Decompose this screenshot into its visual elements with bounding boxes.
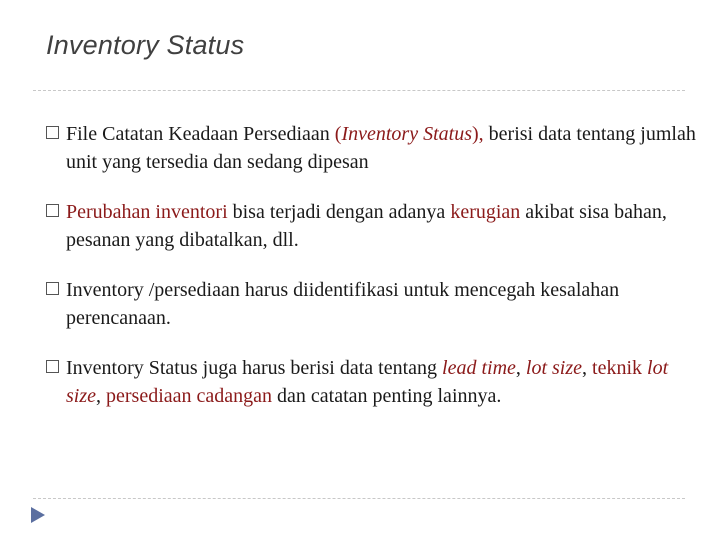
- bullet-box-icon: [46, 126, 59, 139]
- next-slide-arrow-icon[interactable]: [30, 506, 46, 524]
- bullet-item: Inventory /persediaan harus diidentifikasi untuk mencegah kesalahan perencanaan.: [46, 276, 696, 332]
- bullet-box-icon: [46, 360, 59, 373]
- bullet-box-icon: [46, 204, 59, 217]
- top-divider: [33, 90, 685, 91]
- bullet-item: Inventory Status juga harus berisi data tentang lead time, lot size, teknik lot size, persediaan cadangan dan catatan penting lainnya.: [46, 354, 696, 410]
- bullet-item: File Catatan Keadaan Persediaan (Inventory Status), berisi data tentang jumlah unit yang tersedia dan sedang dipesan: [46, 120, 696, 176]
- bullet-box-icon: [46, 282, 59, 295]
- bullet-item: Perubahan inventori bisa terjadi dengan adanya kerugian akibat sisa bahan, pesanan yang dibatalkan, dll.: [46, 198, 696, 254]
- bullet-list: [46, 120, 696, 432]
- bottom-divider: [33, 498, 685, 499]
- slide-title: Inventory Status: [46, 30, 245, 60]
